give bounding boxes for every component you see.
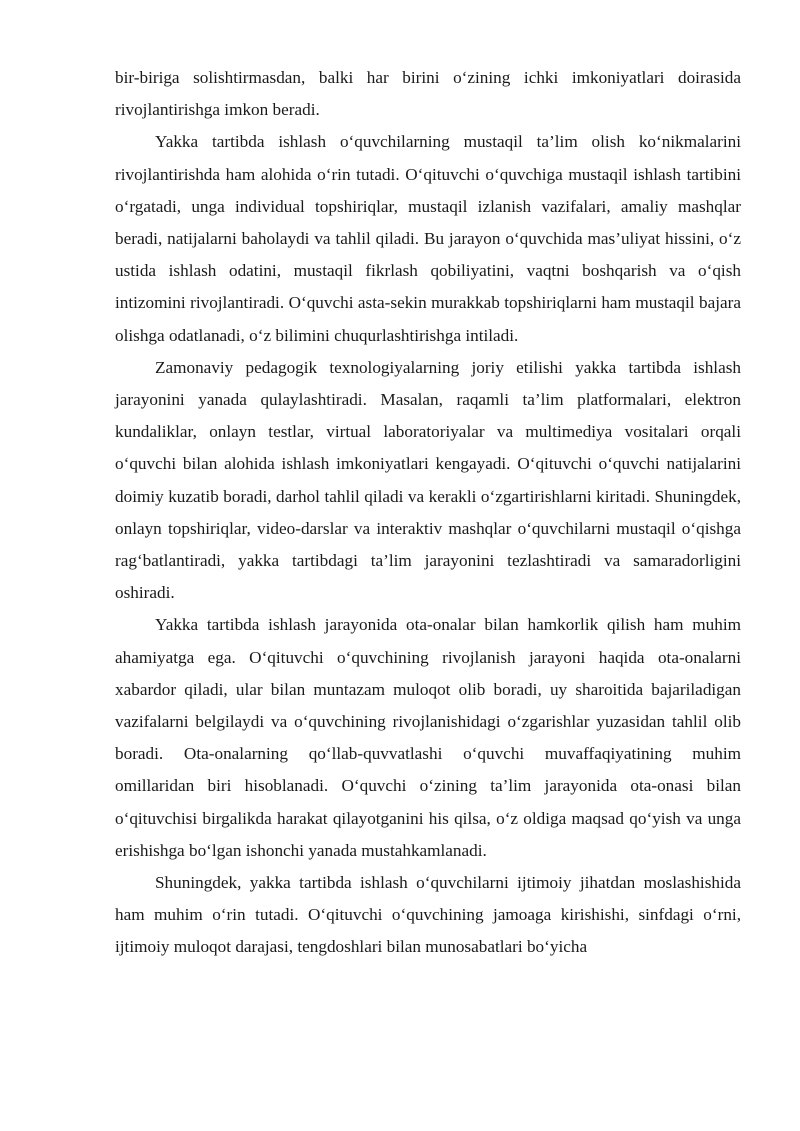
document-page (115, 62, 741, 964)
paragraph: Yakka tartibda ishlash o‘quvchilarning mustaqil ta’lim olish ko‘nikmalarini rivojlantirishda ham alohida o‘rin tutadi. O‘qituvchi o‘quvchiga mustaqil ishlash tartibini o‘rgatadi, unga individual topshiriqlar, mustaqil izlanish vazifalari, amaliy mashqlar beradi, natijalarni baholaydi va tahlil qiladi. Bu jarayon o‘quvchida mas’uliyat hissini, o‘z ustida ishlash odatini, mustaqil fikrlash qobiliyatini, vaqtni boshqarish va o‘qish intizomini rivojlantiradi. O‘quvchi asta-sekin murakkab topshiriqlarni ham mustaqil bajara olishga odatlanadi, o‘z bilimini chuqurlashtirishga intiladi. (115, 132, 741, 345)
paragraph: Yakka tartibda ishlash jarayonida ota-onalar bilan hamkorlik qilish ham muhim ahamiyatga ega. O‘qituvchi o‘quvchining rivojlanish jarayoni haqida ota-onalarni xabardor qiladi, ular bilan muntazam muloqot olib boradi, uy sharoitida bajariladigan vazifalarni belgilaydi va o‘quvchining rivojlanishidagi o‘zgarishlar yuzasidan tahlil olib boradi. Ota-onalarning qo‘llab-quvvatlashi o‘quvchi muvaffaqiyatining muhim omillaridan biri hisoblanadi. O‘quvchi o‘zining ta’lim jarayonida ota-onasi bilan o‘qituvchisi birgalikda harakat qilayotganini his qilsa, o‘z oldiga maqsad qo‘yish va unga erishishga bo‘lgan ishonchi yanada mustahkamlanadi. (115, 615, 741, 860)
paragraph-continuation: bir-biriga solishtirmasdan, balki har birini o‘zining ichki imkoniyatlari doirasida rivojlantirishga imkon beradi. (115, 68, 741, 120)
paragraph: Zamonaviy pedagogik texnologiyalarning joriy etilishi yakka tartibda ishlash jarayonini yanada qulaylashtiradi. Masalan, raqamli ta’lim platformalari, elektron kundaliklar, onlayn testlar, virtual laboratoriyalar va multimediya vositalari orqali o‘quvchi bilan alohida ishlash imkoniyatlari kengayadi. O‘qituvchi o‘quvchi natijalarini doimiy kuzatib boradi, darhol tahlil qiladi va kerakli o‘zgartirishlarni kiritadi. Shuningdek, onlayn topshiriqlar, video-darslar va interaktiv mashqlar o‘quvchilarni mustaqil o‘qishga rag‘batlantiradi, yakka tartibdagi ta’lim jarayonini tezlashtiradi va samaradorligini oshiradi. (115, 357, 741, 603)
paragraph: Shuningdek, yakka tartibda ishlash o‘quvchilarni ijtimoiy jihatdan moslashishida ham muhim o‘rin tutadi. O‘qituvchi o‘quvchining jamoaga kirishishi, sinfdagi o‘rni, ijtimoiy muloqot darajasi, tengdoshlari bilan munosabatlari bo‘yicha (115, 873, 741, 957)
